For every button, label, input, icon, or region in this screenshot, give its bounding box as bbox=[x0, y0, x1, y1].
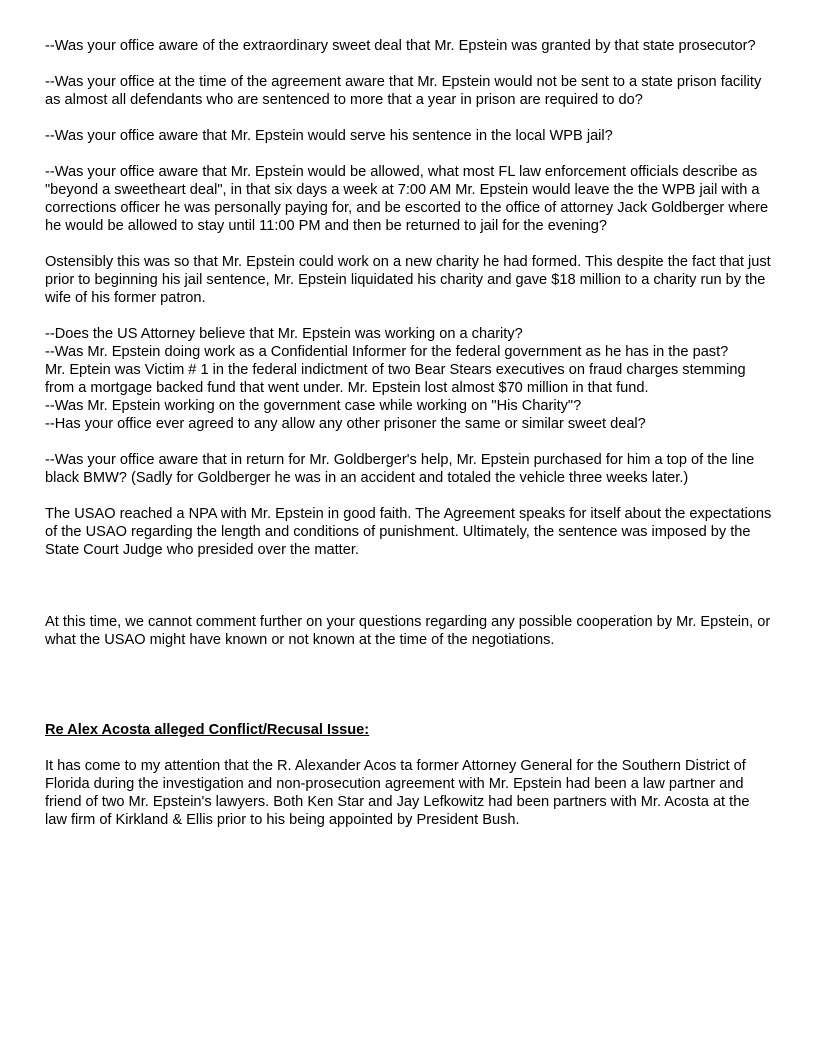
question-government-case: --Was Mr. Epstein working on the government case while working on "His Charity"? bbox=[45, 398, 582, 414]
spacer bbox=[45, 307, 775, 325]
spacer bbox=[45, 487, 775, 505]
question-state-prison: --Was your office at the time of the agreement aware that Mr. Epstein would not be sent to a state prison facility as almost all defendants who are sentenced to more that a year in prison are required to do? bbox=[45, 74, 762, 108]
section-heading: Re Alex Acosta alleged Conflict/Recusal Issue: bbox=[45, 722, 370, 738]
spacer bbox=[45, 145, 775, 163]
document-page bbox=[45, 37, 775, 829]
paragraph-charity: Ostensibly this was so that Mr. Epstein could work on a new charity he had formed. This despite the fact that just prior to beginning his jail sentence, Mr. Epstein liquidated his charity and gave $18 million to a charity run by the wife of his former patron. bbox=[45, 254, 771, 306]
question-bmw: --Was your office aware that in return for Mr. Goldberger's help, Mr. Epstein purchased for him a top of the line black BMW? (Sadly for Goldberger he was in an accident and totaled the vehicle three weeks later.) bbox=[45, 452, 755, 486]
spacer bbox=[45, 433, 775, 451]
spacer bbox=[45, 109, 775, 127]
spacer bbox=[45, 559, 775, 613]
paragraph-bear-stearns: Mr. Eptein was Victim # 1 in the federal indictment of two Bear Stears executives on fraud charges stemming from a mortgage backed fund that went under. Mr. Epstein lost almost $70 million in that fund. bbox=[45, 362, 746, 396]
question-work-release: --Was your office aware that Mr. Epstein would be allowed, what most FL law enforcement officials describe as "beyond a sweetheart deal", in that six days a week at 7:00 AM Mr. Epstein would leave the the WPB jail with a corrections officer he was personally paying for, and be escorted to the office of attorney Jack Goldberger where he would be allowed to stay until 11:00 PM and then be returned to jail for the evening? bbox=[45, 164, 769, 234]
question-sweet-deal: --Was your office aware of the extraordinary sweet deal that Mr. Epstein was granted by that state prosecutor? bbox=[45, 38, 756, 54]
spacer bbox=[45, 235, 775, 253]
spacer bbox=[45, 649, 775, 721]
question-other-prisoner: --Has your office ever agreed to any allow any other prisoner the same or similar sweet deal? bbox=[45, 416, 646, 432]
question-wpb-jail: --Was your office aware that Mr. Epstein would serve his sentence in the local WPB jail? bbox=[45, 128, 613, 144]
response-no-comment: At this time, we cannot comment further on your questions regarding any possible cooperation by Mr. Epstein, or what the USAO might have known or not known at the time of the negotiations. bbox=[45, 614, 771, 648]
question-charity-belief: --Does the US Attorney believe that Mr. Epstein was working on a charity? bbox=[45, 326, 523, 342]
question-confidential-informer: --Was Mr. Epstein doing work as a Confidential Informer for the federal government as he has in the past? bbox=[45, 344, 729, 360]
spacer bbox=[45, 739, 775, 757]
paragraph-acosta-conflict: It has come to my attention that the R. Alexander Acos ta former Attorney General for the Southern District of Florida during the investigation and non-prosecution agreement with Mr. Epstein had been a law partner and friend of two Mr. Epstein's lawyers. Both Ken Star and Jay Lefkowitz had been partners with Mr. Acosta at the law firm of Kirkland & Ellis prior to his being appointed by President Bush. bbox=[45, 758, 750, 828]
response-npa: The USAO reached a NPA with Mr. Epstein in good faith. The Agreement speaks for itself about the expectations of the USAO regarding the length and conditions of punishment. Ultimately, the sentence was imposed by the State Court Judge who presided over the matter. bbox=[45, 506, 772, 558]
spacer bbox=[45, 55, 775, 73]
